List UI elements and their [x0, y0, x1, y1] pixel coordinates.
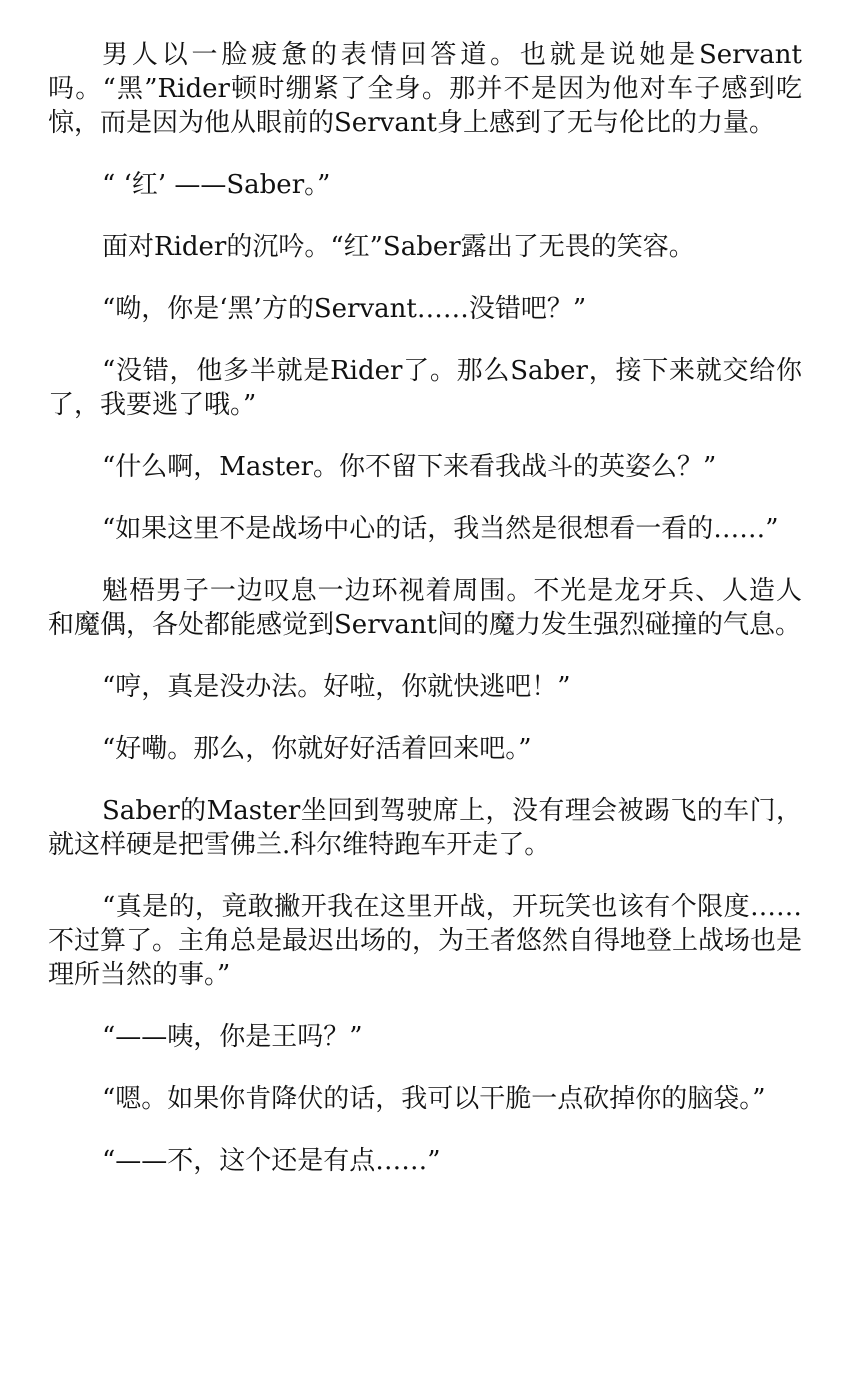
paragraph: 面对Rider的沉吟。“红”Saber露出了无畏的笑容。	[102, 232, 695, 262]
paragraph: “ ‘红’ ——Saber。”	[102, 170, 331, 200]
document-page	[48, 38, 802, 1206]
paragraph: “好嘞。那么，你就好好活着回来吧。”	[102, 734, 532, 764]
paragraph: “嗯。如果你肯降伏的话，我可以干脆一点砍掉你的脑袋。”	[102, 1084, 766, 1114]
paragraph: “真是的，竟敢撇开我在这里开战，开玩笑也该有个限度……不过算了。主角总是最迟出场的，为王者悠然自得地登上战场也是理所当然的事。”	[48, 892, 803, 990]
paragraph: “呦，你是‘黑’方的Servant……没错吧？”	[102, 294, 587, 324]
paragraph: “如果这里不是战场中心的话，我当然是很想看一看的……”	[102, 514, 779, 544]
paragraph: “——咦，你是王吗？”	[102, 1022, 363, 1052]
paragraph: Saber的Master坐回到驾驶席上，没有理会被踢飞的车门，就这样硬是把雪佛兰.科尔维特跑车开走了。	[48, 796, 802, 860]
paragraph: 男人以一脸疲惫的表情回答道。也就是说她是Servant吗。“黑”Rider顿时绷紧了全身。那并不是因为他对车子感到吃惊，而是因为他从眼前的Servant身上感到了无与伦比的力量。	[48, 40, 802, 138]
paragraph: “没错，他多半就是Rider了。那么Saber，接下来就交给你了，我要逃了哦。”	[48, 356, 802, 420]
paragraph: 魁梧男子一边叹息一边环视着周围。不光是龙牙兵、人造人和魔偶，各处都能感觉到Servant间的魔力发生强烈碰撞的气息。	[48, 576, 802, 640]
paragraph: “哼，真是没办法。好啦，你就快逃吧！”	[102, 672, 571, 702]
paragraph: “——不，这个还是有点……”	[102, 1146, 441, 1176]
paragraph: “什么啊，Master。你不留下来看我战斗的英姿么？”	[102, 452, 717, 482]
